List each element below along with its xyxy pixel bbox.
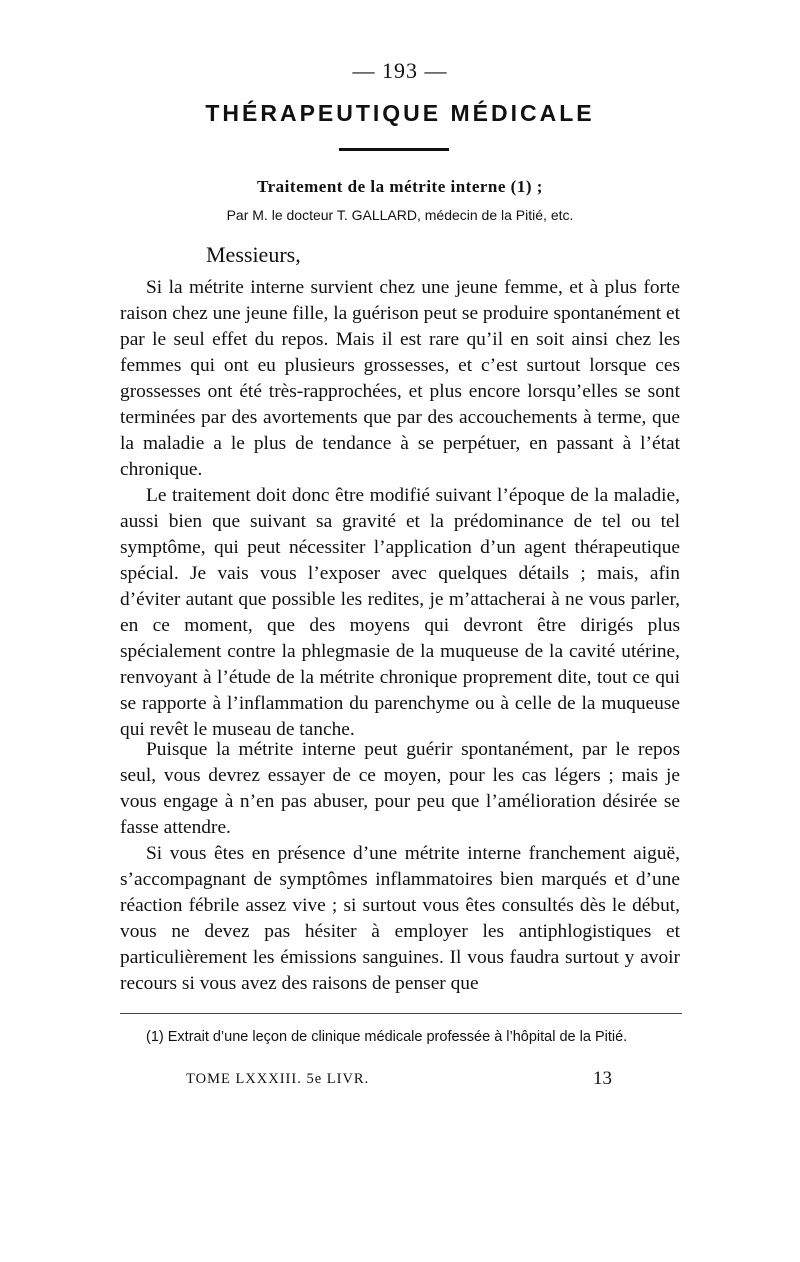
title-divider [339, 148, 449, 151]
article-subtitle: Traitement de la métrite interne (1) ; [257, 177, 543, 196]
paragraph-1: Si la métrite interne survient chez une jeune femme, et à plus forte raison chez une jeune fille, la guérison peut se produire spontanément et par le seul effet du repos. Mais il est rare qu’il en soit ainsi chez les femmes qui ont eu plusieurs grossesses, et c’est surtout lorsque ces grossesses ont été très-rapprochées, et plus encore lorsqu’elles se sont terminées par des avortements que par des accouchements à terme, que la maladie a le plus de tendance à se perpétuer, en passant à l’état chronique. [120, 277, 680, 480]
body-block-2 [120, 737, 680, 997]
section-title: THÉRAPEUTIQUE MÉDICALE [205, 100, 595, 126]
paragraph-3: Puisque la métrite interne peut guérir spontanément, par le repos seul, vous devrez essayer de ce moyen, pour les cas légers ; mais je vous engage à n’en pas abuser, pour peu que l’amélioration désirée se fasse attendre. [120, 739, 680, 838]
page-number: — 193 — [352, 58, 448, 83]
article-byline: Par M. le docteur T. GALLARD, médecin de la Pitié, etc. [226, 207, 574, 223]
salutation: Messieurs, [206, 242, 301, 267]
paragraph-2: Le traitement doit donc être modifié suivant l’époque de la maladie, aussi bien que suivant sa gravité et la prédominance de tel ou tel symptôme, qui peut nécessiter l’application d’un agent thérapeutique spécial. Je vais vous l’exposer avec quelques détails ; mais, afin d’éviter autant que possible les redites, je m’attacherai à ne vous parler, en ce moment, que des moyens qui devront être dirigés plus spécialement contre la phlegmasie de la muqueuse de la cavité utérine, renvoyant à l’étude de la métrite chronique proprement dite, tout ce qui se rapporte à l’inflammation du parenchyme ou à celle de la muqueuse qui revêt le museau de tanche. [120, 485, 680, 740]
sheet-number: 13 [593, 1068, 612, 1089]
paragraph-4: Si vous êtes en présence d’une métrite interne franchement aiguë, s’accompagnant de symptômes inflammatoires bien marqués et d’une réaction fébrile assez vive ; si surtout vous êtes consultés dès le début, vous ne devez pas hésiter à employer les antiphlogistiques et particulièrement les émissions sanguines. Il vous faudra surtout y avoir recours si vous avez des raisons de penser que [120, 843, 680, 994]
footnote: (1) Extrait d’une leçon de clinique médicale professée à l’hôpital de la Pitié. [146, 1029, 628, 1045]
footnote-divider [120, 1013, 682, 1014]
body-block-1 [120, 275, 680, 743]
printer-signature: TOME LXXXIII. 5e LIVR. [186, 1071, 370, 1087]
